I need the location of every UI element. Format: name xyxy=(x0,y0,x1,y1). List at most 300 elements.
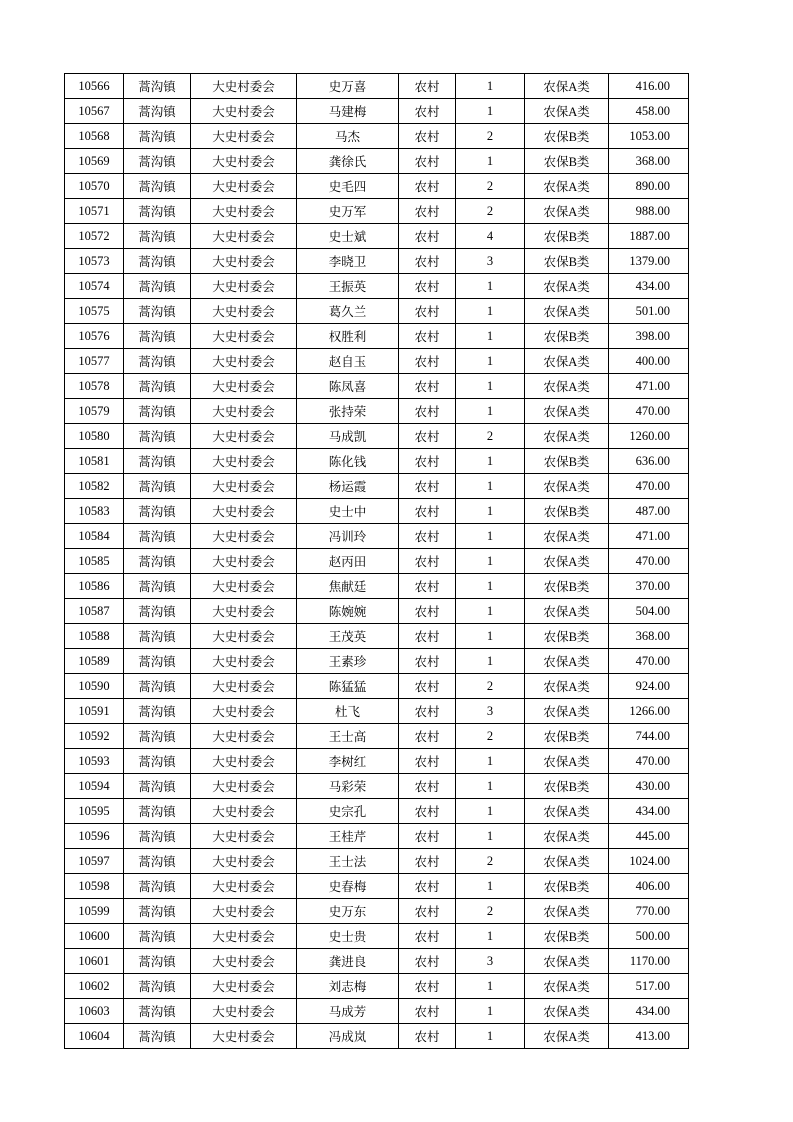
table-row xyxy=(65,324,689,349)
table-cell-town: 蒿沟镇 xyxy=(124,649,191,674)
table-row xyxy=(65,499,689,524)
table-cell-id: 10582 xyxy=(65,474,124,499)
table-cell-count: 1 xyxy=(456,774,525,799)
table-row xyxy=(65,799,689,824)
table-cell-id: 10572 xyxy=(65,224,124,249)
table-cell-id: 10585 xyxy=(65,549,124,574)
table-cell-amount: 1266.00 xyxy=(609,699,689,724)
table-cell-category: 农保B类 xyxy=(525,774,609,799)
table-row xyxy=(65,274,689,299)
table-cell-town: 蒿沟镇 xyxy=(124,124,191,149)
table-cell-name: 刘志梅 xyxy=(297,974,399,999)
table-cell-id: 10596 xyxy=(65,824,124,849)
table-cell-count: 2 xyxy=(456,674,525,699)
table-cell-name: 王士高 xyxy=(297,724,399,749)
table-row xyxy=(65,124,689,149)
table-cell-category: 农保A类 xyxy=(525,74,609,99)
table-row xyxy=(65,449,689,474)
table-cell-count: 4 xyxy=(456,224,525,249)
table-cell-name: 史万东 xyxy=(297,899,399,924)
table-cell-name: 马建梅 xyxy=(297,99,399,124)
table-cell-village: 大史村委会 xyxy=(191,999,297,1024)
table-row xyxy=(65,349,689,374)
table-cell-type: 农村 xyxy=(399,699,456,724)
table-cell-amount: 1170.00 xyxy=(609,949,689,974)
table-cell-amount: 500.00 xyxy=(609,924,689,949)
table-cell-id: 10577 xyxy=(65,349,124,374)
table-cell-count: 1 xyxy=(456,874,525,899)
table-cell-village: 大史村委会 xyxy=(191,74,297,99)
table-cell-town: 蒿沟镇 xyxy=(124,624,191,649)
table-cell-category: 农保B类 xyxy=(525,124,609,149)
table-cell-amount: 434.00 xyxy=(609,799,689,824)
table-row xyxy=(65,724,689,749)
table-cell-name: 马成凯 xyxy=(297,424,399,449)
table-cell-town: 蒿沟镇 xyxy=(124,899,191,924)
table-cell-town: 蒿沟镇 xyxy=(124,199,191,224)
table-cell-type: 农村 xyxy=(399,299,456,324)
table-cell-name: 史春梅 xyxy=(297,874,399,899)
table-cell-id: 10586 xyxy=(65,574,124,599)
table-cell-town: 蒿沟镇 xyxy=(124,699,191,724)
table-row xyxy=(65,749,689,774)
table-cell-id: 10589 xyxy=(65,649,124,674)
table-row xyxy=(65,299,689,324)
table-cell-count: 3 xyxy=(456,699,525,724)
table-cell-name: 李树红 xyxy=(297,749,399,774)
table-cell-category: 农保B类 xyxy=(525,324,609,349)
table-cell-amount: 470.00 xyxy=(609,399,689,424)
table-cell-id: 10578 xyxy=(65,374,124,399)
table-cell-category: 农保A类 xyxy=(525,474,609,499)
table-cell-town: 蒿沟镇 xyxy=(124,549,191,574)
table-cell-id: 10580 xyxy=(65,424,124,449)
table-cell-amount: 398.00 xyxy=(609,324,689,349)
table-cell-name: 冯训玲 xyxy=(297,524,399,549)
table-cell-count: 1 xyxy=(456,474,525,499)
table-cell-id: 10591 xyxy=(65,699,124,724)
table-cell-category: 农保A类 xyxy=(525,174,609,199)
table-row xyxy=(65,549,689,574)
table-cell-town: 蒿沟镇 xyxy=(124,374,191,399)
table-cell-category: 农保A类 xyxy=(525,349,609,374)
table-cell-type: 农村 xyxy=(399,424,456,449)
table-cell-town: 蒿沟镇 xyxy=(124,1024,191,1049)
table-cell-category: 农保A类 xyxy=(525,699,609,724)
table-cell-category: 农保B类 xyxy=(525,224,609,249)
table-cell-name: 龚徐氏 xyxy=(297,149,399,174)
table-row xyxy=(65,674,689,699)
table-cell-village: 大史村委会 xyxy=(191,549,297,574)
table-row xyxy=(65,924,689,949)
table-cell-village: 大史村委会 xyxy=(191,374,297,399)
table-cell-id: 10593 xyxy=(65,749,124,774)
table-cell-count: 2 xyxy=(456,899,525,924)
table-cell-count: 2 xyxy=(456,424,525,449)
table-cell-type: 农村 xyxy=(399,824,456,849)
table-cell-village: 大史村委会 xyxy=(191,474,297,499)
table-cell-type: 农村 xyxy=(399,474,456,499)
table-row xyxy=(65,174,689,199)
table-cell-town: 蒿沟镇 xyxy=(124,349,191,374)
table-cell-id: 10576 xyxy=(65,324,124,349)
table-cell-village: 大史村委会 xyxy=(191,149,297,174)
table-cell-amount: 470.00 xyxy=(609,649,689,674)
table-cell-amount: 770.00 xyxy=(609,899,689,924)
table-cell-type: 农村 xyxy=(399,74,456,99)
table-cell-name: 史万喜 xyxy=(297,74,399,99)
table-cell-village: 大史村委会 xyxy=(191,849,297,874)
table-cell-village: 大史村委会 xyxy=(191,324,297,349)
table-cell-category: 农保A类 xyxy=(525,974,609,999)
table-cell-village: 大史村委会 xyxy=(191,899,297,924)
table-cell-id: 10573 xyxy=(65,249,124,274)
table-row xyxy=(65,974,689,999)
table-cell-type: 农村 xyxy=(399,1024,456,1049)
table-cell-type: 农村 xyxy=(399,449,456,474)
table-cell-town: 蒿沟镇 xyxy=(124,74,191,99)
table-row xyxy=(65,424,689,449)
table-cell-type: 农村 xyxy=(399,849,456,874)
table-cell-name: 王茂英 xyxy=(297,624,399,649)
table-cell-town: 蒿沟镇 xyxy=(124,749,191,774)
table-cell-village: 大史村委会 xyxy=(191,349,297,374)
table-cell-amount: 890.00 xyxy=(609,174,689,199)
table-cell-village: 大史村委会 xyxy=(191,199,297,224)
table-row xyxy=(65,99,689,124)
table-cell-type: 农村 xyxy=(399,224,456,249)
table-cell-id: 10597 xyxy=(65,849,124,874)
table-cell-amount: 400.00 xyxy=(609,349,689,374)
table-cell-village: 大史村委会 xyxy=(191,949,297,974)
table-cell-town: 蒿沟镇 xyxy=(124,799,191,824)
table-cell-type: 农村 xyxy=(399,749,456,774)
table-row xyxy=(65,474,689,499)
table-cell-type: 农村 xyxy=(399,549,456,574)
table-cell-id: 10567 xyxy=(65,99,124,124)
table-cell-village: 大史村委会 xyxy=(191,599,297,624)
table-cell-type: 农村 xyxy=(399,874,456,899)
table-row xyxy=(65,899,689,924)
table-cell-type: 农村 xyxy=(399,574,456,599)
table-cell-type: 农村 xyxy=(399,124,456,149)
table-cell-amount: 1379.00 xyxy=(609,249,689,274)
table-cell-count: 1 xyxy=(456,149,525,174)
table-cell-village: 大史村委会 xyxy=(191,124,297,149)
table-row xyxy=(65,649,689,674)
table-cell-town: 蒿沟镇 xyxy=(124,949,191,974)
table-cell-amount: 416.00 xyxy=(609,74,689,99)
table-cell-id: 10581 xyxy=(65,449,124,474)
table-cell-village: 大史村委会 xyxy=(191,1024,297,1049)
table-cell-village: 大史村委会 xyxy=(191,924,297,949)
table-cell-town: 蒿沟镇 xyxy=(124,299,191,324)
table-cell-town: 蒿沟镇 xyxy=(124,274,191,299)
table-row xyxy=(65,524,689,549)
table-cell-type: 农村 xyxy=(399,399,456,424)
table-cell-name: 赵自玉 xyxy=(297,349,399,374)
table-cell-town: 蒿沟镇 xyxy=(124,824,191,849)
table-cell-id: 10590 xyxy=(65,674,124,699)
table-cell-town: 蒿沟镇 xyxy=(124,924,191,949)
table-cell-amount: 501.00 xyxy=(609,299,689,324)
table-cell-id: 10594 xyxy=(65,774,124,799)
table-row xyxy=(65,224,689,249)
table-cell-village: 大史村委会 xyxy=(191,749,297,774)
table-cell-count: 1 xyxy=(456,274,525,299)
table-cell-category: 农保A类 xyxy=(525,749,609,774)
table-cell-village: 大史村委会 xyxy=(191,399,297,424)
table-cell-id: 10595 xyxy=(65,799,124,824)
table-cell-id: 10566 xyxy=(65,74,124,99)
table-cell-amount: 471.00 xyxy=(609,374,689,399)
table-cell-name: 史万军 xyxy=(297,199,399,224)
table-cell-amount: 434.00 xyxy=(609,274,689,299)
table-cell-name: 陈猛猛 xyxy=(297,674,399,699)
table-cell-type: 农村 xyxy=(399,999,456,1024)
table-cell-name: 王桂芹 xyxy=(297,824,399,849)
table-cell-category: 农保A类 xyxy=(525,99,609,124)
table-cell-town: 蒿沟镇 xyxy=(124,599,191,624)
table-cell-count: 1 xyxy=(456,924,525,949)
table-cell-count: 1 xyxy=(456,324,525,349)
table-cell-village: 大史村委会 xyxy=(191,724,297,749)
table-cell-count: 1 xyxy=(456,549,525,574)
table-cell-amount: 470.00 xyxy=(609,474,689,499)
table-cell-name: 史士中 xyxy=(297,499,399,524)
table-cell-count: 1 xyxy=(456,499,525,524)
table-cell-town: 蒿沟镇 xyxy=(124,974,191,999)
table-cell-count: 3 xyxy=(456,249,525,274)
table-cell-town: 蒿沟镇 xyxy=(124,399,191,424)
table-row xyxy=(65,399,689,424)
table-cell-id: 10587 xyxy=(65,599,124,624)
table-cell-village: 大史村委会 xyxy=(191,974,297,999)
table-cell-town: 蒿沟镇 xyxy=(124,324,191,349)
table-cell-category: 农保B类 xyxy=(525,874,609,899)
table-cell-name: 王素珍 xyxy=(297,649,399,674)
table-cell-count: 1 xyxy=(456,599,525,624)
table-row xyxy=(65,824,689,849)
table-cell-village: 大史村委会 xyxy=(191,524,297,549)
table-cell-type: 农村 xyxy=(399,199,456,224)
table-cell-type: 农村 xyxy=(399,899,456,924)
table-cell-category: 农保B类 xyxy=(525,149,609,174)
table-cell-amount: 744.00 xyxy=(609,724,689,749)
table-cell-amount: 370.00 xyxy=(609,574,689,599)
table-cell-type: 农村 xyxy=(399,599,456,624)
table-cell-count: 1 xyxy=(456,824,525,849)
table-cell-type: 农村 xyxy=(399,249,456,274)
table-cell-amount: 1053.00 xyxy=(609,124,689,149)
table-cell-amount: 470.00 xyxy=(609,549,689,574)
table-cell-amount: 434.00 xyxy=(609,999,689,1024)
table-cell-id: 10571 xyxy=(65,199,124,224)
table-cell-count: 2 xyxy=(456,849,525,874)
table-cell-category: 农保A类 xyxy=(525,799,609,824)
table-cell-category: 农保A类 xyxy=(525,274,609,299)
table-cell-category: 农保A类 xyxy=(525,649,609,674)
table-cell-id: 10600 xyxy=(65,924,124,949)
table-row xyxy=(65,874,689,899)
table-cell-id: 10575 xyxy=(65,299,124,324)
table-cell-village: 大史村委会 xyxy=(191,874,297,899)
table-row xyxy=(65,374,689,399)
table-cell-town: 蒿沟镇 xyxy=(124,499,191,524)
table-cell-id: 10604 xyxy=(65,1024,124,1049)
table-cell-category: 农保A类 xyxy=(525,399,609,424)
table-row xyxy=(65,199,689,224)
table-cell-id: 10599 xyxy=(65,899,124,924)
table-cell-id: 10598 xyxy=(65,874,124,899)
table-cell-amount: 924.00 xyxy=(609,674,689,699)
table-cell-name: 王振英 xyxy=(297,274,399,299)
table-cell-amount: 458.00 xyxy=(609,99,689,124)
table-cell-type: 农村 xyxy=(399,274,456,299)
table-cell-name: 陈婉婉 xyxy=(297,599,399,624)
table-cell-town: 蒿沟镇 xyxy=(124,249,191,274)
table-cell-category: 农保B类 xyxy=(525,724,609,749)
table-cell-category: 农保A类 xyxy=(525,674,609,699)
table-cell-type: 农村 xyxy=(399,374,456,399)
table-cell-category: 农保B类 xyxy=(525,449,609,474)
table-row xyxy=(65,999,689,1024)
table-cell-amount: 471.00 xyxy=(609,524,689,549)
table-cell-category: 农保A类 xyxy=(525,424,609,449)
table-cell-category: 农保B类 xyxy=(525,924,609,949)
table-cell-count: 1 xyxy=(456,649,525,674)
table-cell-category: 农保A类 xyxy=(525,524,609,549)
table-cell-type: 农村 xyxy=(399,499,456,524)
table-cell-village: 大史村委会 xyxy=(191,299,297,324)
table-cell-name: 张持荣 xyxy=(297,399,399,424)
table-cell-village: 大史村委会 xyxy=(191,649,297,674)
table-row xyxy=(65,774,689,799)
table-cell-name: 史毛四 xyxy=(297,174,399,199)
table-cell-name: 马杰 xyxy=(297,124,399,149)
table-cell-town: 蒿沟镇 xyxy=(124,674,191,699)
table-cell-count: 1 xyxy=(456,299,525,324)
table-row xyxy=(65,699,689,724)
table-cell-town: 蒿沟镇 xyxy=(124,99,191,124)
table-row xyxy=(65,149,689,174)
table-cell-town: 蒿沟镇 xyxy=(124,774,191,799)
table-cell-amount: 1260.00 xyxy=(609,424,689,449)
table-cell-count: 1 xyxy=(456,524,525,549)
table-cell-village: 大史村委会 xyxy=(191,224,297,249)
table-cell-id: 10601 xyxy=(65,949,124,974)
table-cell-name: 马彩荣 xyxy=(297,774,399,799)
table-cell-id: 10568 xyxy=(65,124,124,149)
table-cell-amount: 445.00 xyxy=(609,824,689,849)
table-cell-category: 农保B类 xyxy=(525,574,609,599)
table-cell-town: 蒿沟镇 xyxy=(124,874,191,899)
table-cell-name: 李晓卫 xyxy=(297,249,399,274)
table-cell-type: 农村 xyxy=(399,724,456,749)
table-cell-category: 农保A类 xyxy=(525,549,609,574)
table-cell-amount: 517.00 xyxy=(609,974,689,999)
table-cell-type: 农村 xyxy=(399,324,456,349)
table-cell-count: 1 xyxy=(456,799,525,824)
table-cell-id: 10574 xyxy=(65,274,124,299)
table-cell-type: 农村 xyxy=(399,99,456,124)
table-cell-type: 农村 xyxy=(399,949,456,974)
table-cell-count: 1 xyxy=(456,749,525,774)
table-cell-type: 农村 xyxy=(399,624,456,649)
table-cell-name: 龚进良 xyxy=(297,949,399,974)
table-cell-count: 1 xyxy=(456,574,525,599)
table-cell-town: 蒿沟镇 xyxy=(124,574,191,599)
table-cell-name: 王士法 xyxy=(297,849,399,874)
table-cell-type: 农村 xyxy=(399,674,456,699)
table-body xyxy=(65,74,689,1049)
table-cell-amount: 504.00 xyxy=(609,599,689,624)
table-cell-name: 杜飞 xyxy=(297,699,399,724)
table-cell-category: 农保B类 xyxy=(525,249,609,274)
table-cell-count: 2 xyxy=(456,724,525,749)
table-cell-category: 农保A类 xyxy=(525,824,609,849)
table-cell-type: 农村 xyxy=(399,524,456,549)
table-cell-town: 蒿沟镇 xyxy=(124,724,191,749)
table-cell-count: 1 xyxy=(456,399,525,424)
table-row xyxy=(65,574,689,599)
table-cell-category: 农保B类 xyxy=(525,624,609,649)
table-cell-count: 1 xyxy=(456,74,525,99)
table-row xyxy=(65,599,689,624)
table-cell-village: 大史村委会 xyxy=(191,699,297,724)
table-cell-town: 蒿沟镇 xyxy=(124,449,191,474)
table-row xyxy=(65,949,689,974)
table-cell-village: 大史村委会 xyxy=(191,774,297,799)
table-cell-id: 10588 xyxy=(65,624,124,649)
table-cell-village: 大史村委会 xyxy=(191,624,297,649)
table-cell-town: 蒿沟镇 xyxy=(124,424,191,449)
table-cell-town: 蒿沟镇 xyxy=(124,849,191,874)
table-cell-village: 大史村委会 xyxy=(191,799,297,824)
table-cell-type: 农村 xyxy=(399,349,456,374)
table-cell-category: 农保A类 xyxy=(525,374,609,399)
table-cell-type: 农村 xyxy=(399,774,456,799)
table-cell-amount: 1024.00 xyxy=(609,849,689,874)
table-cell-category: 农保A类 xyxy=(525,849,609,874)
table-cell-id: 10569 xyxy=(65,149,124,174)
table-cell-category: 农保A类 xyxy=(525,949,609,974)
table-cell-id: 10602 xyxy=(65,974,124,999)
table-row xyxy=(65,1024,689,1049)
table-cell-village: 大史村委会 xyxy=(191,249,297,274)
table-cell-amount: 368.00 xyxy=(609,149,689,174)
table-cell-village: 大史村委会 xyxy=(191,449,297,474)
table-cell-town: 蒿沟镇 xyxy=(124,224,191,249)
table-cell-count: 1 xyxy=(456,99,525,124)
table-cell-amount: 470.00 xyxy=(609,749,689,774)
table-cell-count: 3 xyxy=(456,949,525,974)
table-cell-town: 蒿沟镇 xyxy=(124,149,191,174)
table-cell-type: 农村 xyxy=(399,974,456,999)
table-cell-name: 马成芳 xyxy=(297,999,399,1024)
table-cell-amount: 988.00 xyxy=(609,199,689,224)
table-cell-type: 农村 xyxy=(399,799,456,824)
table-cell-village: 大史村委会 xyxy=(191,424,297,449)
table-cell-id: 10584 xyxy=(65,524,124,549)
table-cell-amount: 636.00 xyxy=(609,449,689,474)
table-row xyxy=(65,249,689,274)
table-cell-count: 2 xyxy=(456,124,525,149)
table-cell-category: 农保A类 xyxy=(525,599,609,624)
table-cell-id: 10579 xyxy=(65,399,124,424)
table-cell-type: 农村 xyxy=(399,924,456,949)
table-row xyxy=(65,849,689,874)
